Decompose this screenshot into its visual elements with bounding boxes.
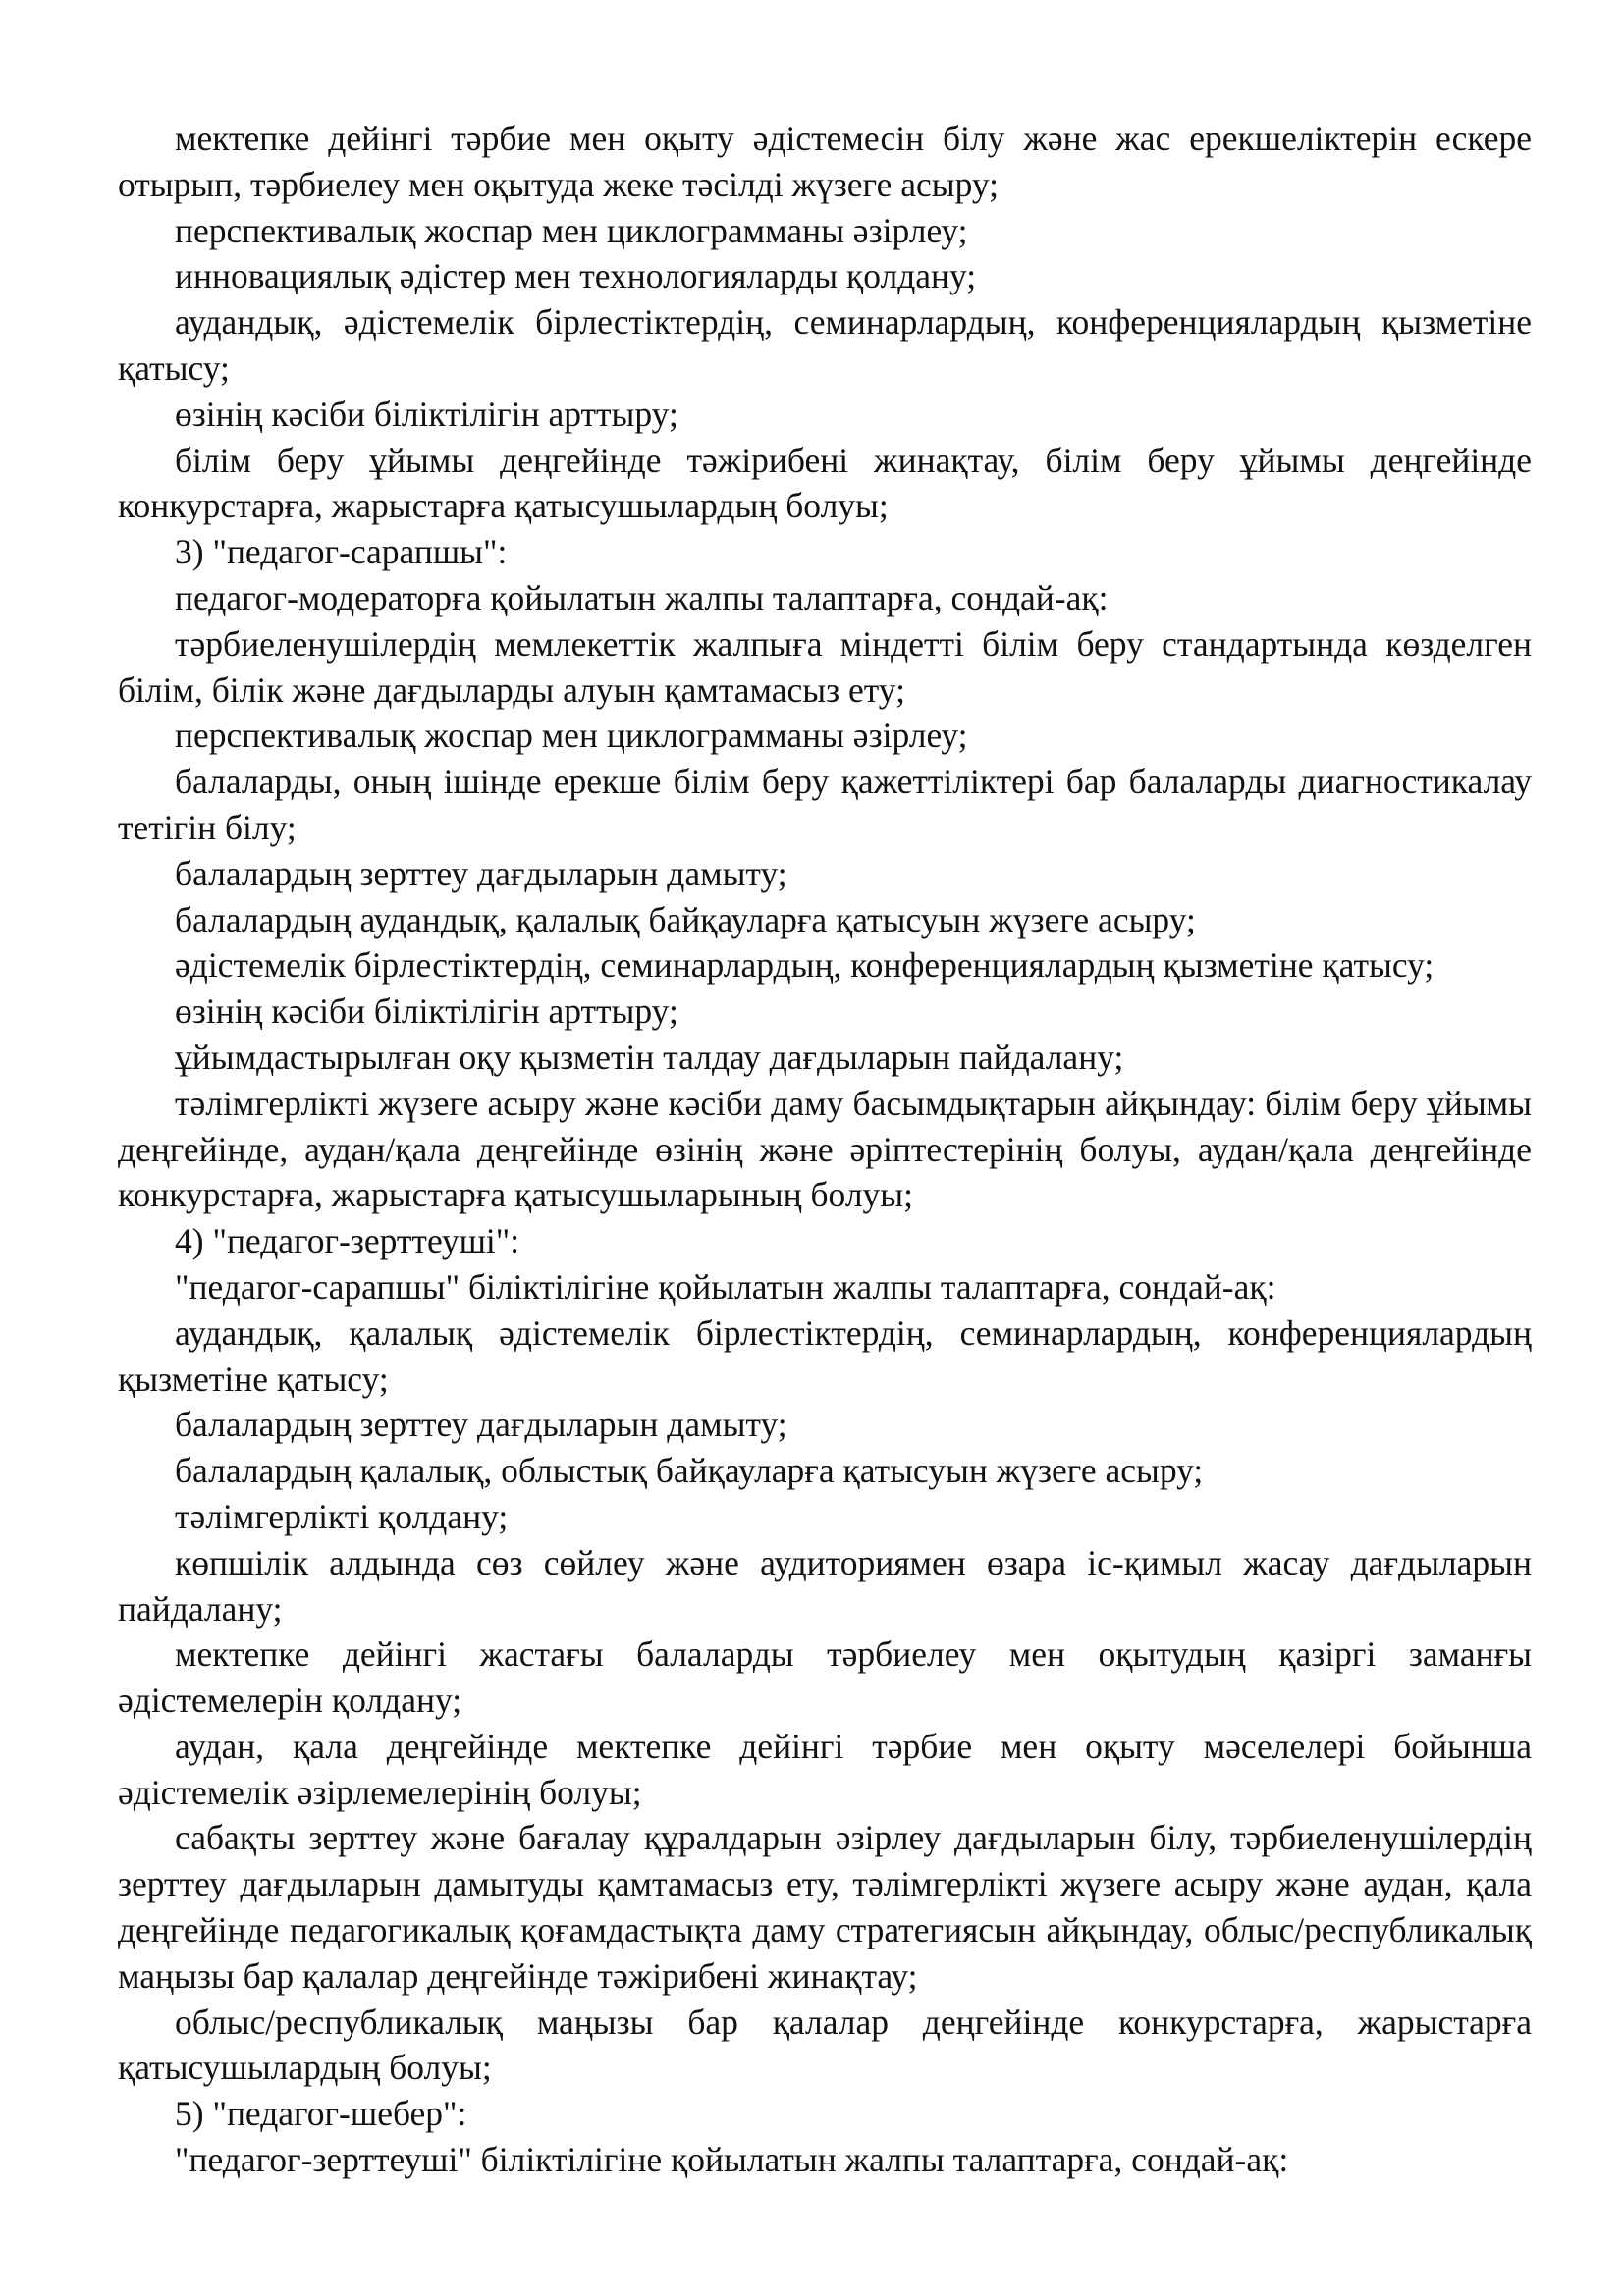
paragraph-28: облыс/республикалық маңызы бар қалалар деңгейінде конкурстарға, жарыстарға қатысушылардың болуы;: [118, 2002, 1532, 2088]
paragraph-27: сабақты зерттеу және бағалау құралдарын әзірлеу дағдыларын білу, тәрбиеленушілердің зерттеу дағдыларын дамытуды қамтамасыз ету, тәлімгерлікті жүзеге асыру және аудан, қала деңгейінде педагогикалық қоғамдастықта даму стратегиясын айқындау, облыс/республикалық маңызы бар қалалар деңгейінде тәжірибені жинақтау;: [118, 1818, 1532, 1996]
paragraph-3: инновациялық әдістер мен технологияларды қолдану;: [175, 256, 977, 296]
paragraph-23: тәлімгерлікті қолдану;: [175, 1496, 509, 1536]
paragraph-10: перспективалық жоспар мен циклограмманы әзірлеу;: [175, 716, 968, 756]
paragraph-2: перспективалық жоспар мен циклограмманы әзірлеу;: [175, 210, 968, 250]
paragraph-14: әдістемелік бірлестіктердің, семинарлардың, конференциялардың қызметіне қатысу;: [175, 945, 1435, 986]
paragraph-1: мектепке дейінгі тәрбие мен оқыту әдістемесін білу және жас ерекшеліктерін ескере отырып, тәрбиелеу мен оқытуда жеке тәсілді жүзеге асыру;: [118, 119, 1532, 204]
document-page: [118, 116, 1532, 2183]
paragraph-30: "педагог-зерттеуші" біліктілігіне қойылатын жалпы талаптарға, сондай-ақ:: [175, 2140, 1289, 2180]
paragraph-22: балалардың қалалық, облыстық байқауларға қатысуын жүзеге асыру;: [175, 1451, 1204, 1491]
paragraph-26: аудан, қала деңгейінде мектепке дейінгі тәрбие мен оқыту мәселелері бойынша әдістемелік әзірлемелерінің болуы;: [118, 1726, 1532, 1812]
section-heading-4: 4) "педагог-зерттеуші":: [175, 1221, 520, 1261]
paragraph-20: аудандық, қалалық әдістемелік бірлестіктердің, семинарлардың, конференциялардың қызметіне қатысу;: [118, 1312, 1532, 1399]
paragraph-4: аудандық, әдістемелік бірлестіктердің, семинарлардың, конференциялардың қызметіне қатысу;: [118, 302, 1532, 388]
paragraph-16: ұйымдастырылған оқу қызметін талдау дағдыларын пайдалану;: [175, 1037, 1124, 1077]
paragraph-5: өзінің кәсіби біліктілігін арттыру;: [175, 394, 678, 434]
paragraph-11: балаларды, оның ішінде ерекше білім беру қажеттіліктері бар балаларды диагностикалау тетігін білу;: [118, 762, 1532, 847]
paragraph-9: тәрбиеленушілердің мемлекеттік жалпыға міндетті білім беру стандартында көзделген білім, білік және дағдыларды алуын қамтамасыз ету;: [118, 623, 1532, 710]
paragraph-24: көпшілік алдында сөз сөйлеу және аудиториямен өзара іс-қимыл жасау дағдыларын пайдалану;: [118, 1542, 1532, 1629]
paragraph-15: өзінің кәсіби біліктілігін арттыру;: [175, 991, 678, 1032]
paragraph-6: білім беру ұйымы деңгейінде тәжірибені жинақтау, білім беру ұйымы деңгейінде конкурстарға, жарыстарға қатысушылардың болуы;: [118, 440, 1532, 526]
paragraph-12: балалардың зерттеу дағдыларын дамыту;: [175, 853, 787, 893]
paragraph-17: тәлімгерлікті жүзеге асыру және кәсіби даму басымдықтарын айқындау: білім беру ұйымы деңгейінде, аудан/қала деңгейінде өзінің және әріптестерінің болуы, аудан/қала деңгейінде конкурстарға, жарыстарға қатысушыларының болуы;: [118, 1083, 1532, 1215]
paragraph-25: мектепке дейінгі жастағы балаларды тәрбиелеу мен оқытудың қазіргі заманғы әдістемелерін қолдану;: [118, 1634, 1532, 1721]
section-heading-3: 3) "педагог-сарапшы":: [175, 532, 508, 572]
paragraph-19: "педагог-сарапшы" біліктілігіне қойылатын жалпы талаптарға, сондай-ақ:: [175, 1266, 1276, 1307]
section-heading-5: 5) "педагог-шебер":: [175, 2094, 467, 2134]
paragraph-21: балалардың зерттеу дағдыларын дамыту;: [175, 1405, 787, 1445]
paragraph-8: педагог-модераторға қойылатын жалпы талаптарға, сондай-ақ:: [175, 577, 1109, 617]
paragraph-13: балалардың аудандық, қалалық байқауларға қатысуын жүзеге асыру;: [175, 899, 1196, 939]
